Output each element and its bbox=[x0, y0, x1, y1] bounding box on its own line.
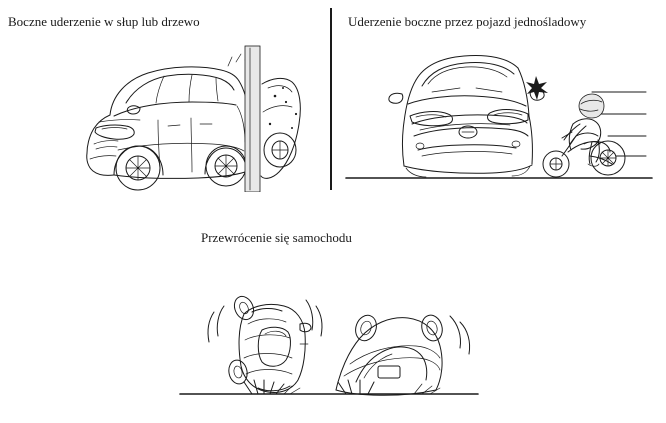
figure-motorcycle-impact bbox=[340, 32, 660, 192]
motion-lines-icon bbox=[450, 316, 470, 354]
car-tipped-on-side bbox=[227, 293, 311, 394]
car-rear-behind-pole bbox=[261, 78, 300, 178]
caption-side-impact-motorcycle: Uderzenie boczne przez pojazd jednośladowy bbox=[348, 14, 587, 29]
car-upside-down bbox=[336, 312, 470, 395]
grass-tuft-icon bbox=[338, 380, 440, 394]
impact-burst-icon bbox=[526, 76, 548, 100]
caption-rollover: Przewrócenie się samochodu bbox=[201, 230, 352, 245]
car-body-side bbox=[87, 67, 250, 190]
caption-side-impact-pole: Boczne uderzenie w słup lub drzewo bbox=[8, 14, 200, 29]
pole-object bbox=[245, 46, 260, 192]
car-pole-illustration bbox=[40, 32, 325, 192]
car-front-view bbox=[389, 56, 544, 178]
vertical-rule-icon bbox=[330, 8, 332, 190]
motorcycle-car-illustration bbox=[340, 32, 660, 192]
figure-car-hitting-pole bbox=[40, 32, 325, 192]
rollover-illustration bbox=[160, 272, 510, 417]
figure-car-rollover bbox=[160, 272, 510, 417]
